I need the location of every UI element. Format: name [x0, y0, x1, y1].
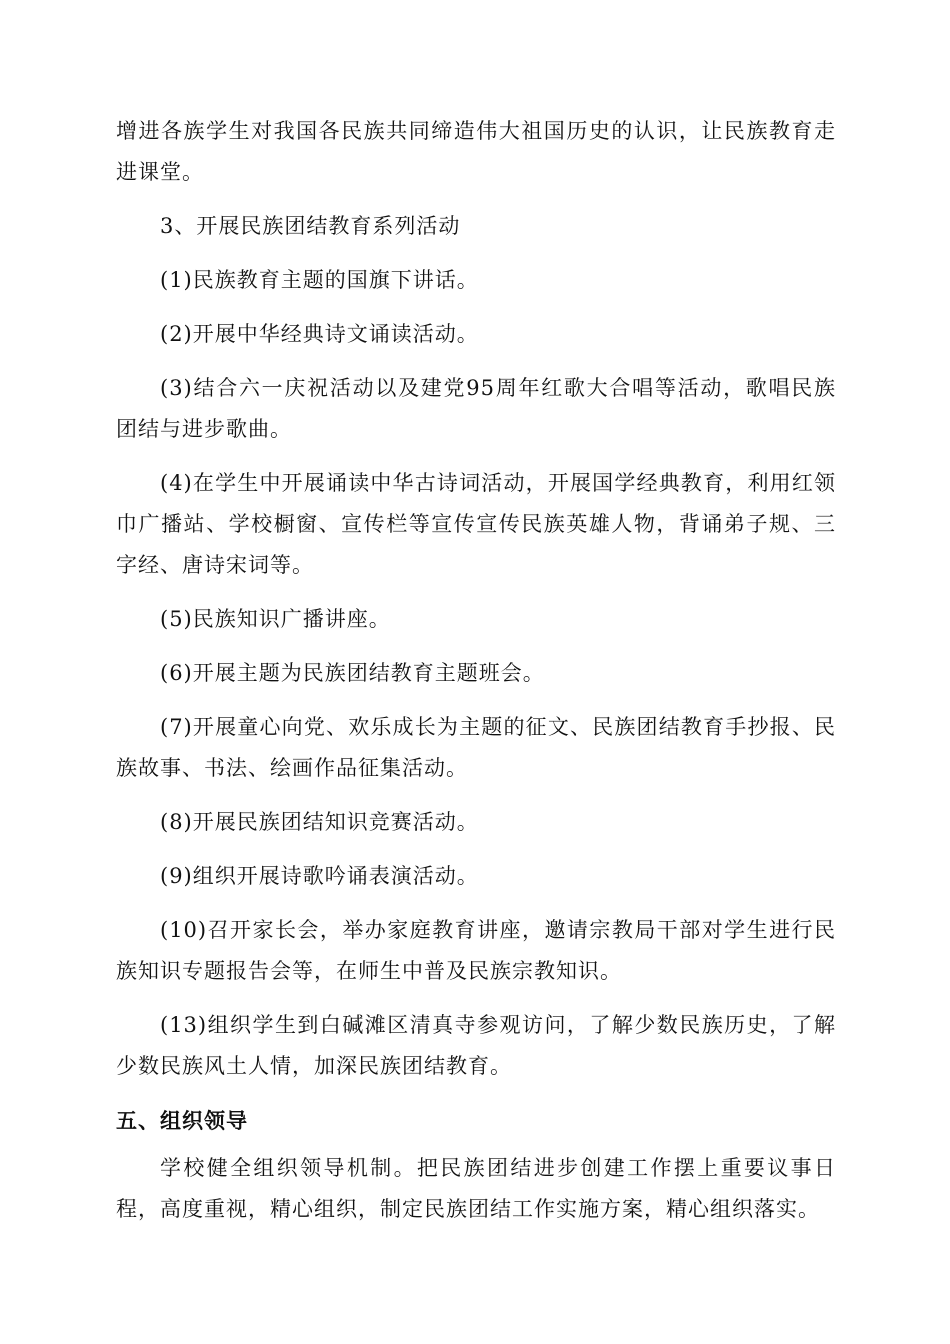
list-item-8: (8)开展民族团结知识竞赛活动。	[160, 810, 479, 834]
list-item-2: (2)开展中华经典诗文诵读活动。	[160, 322, 479, 346]
list-item-3: (3)结合六一庆祝活动以及建党95周年红歌大合唱等活动，歌唱民族团结与进步歌曲。	[116, 376, 836, 441]
section-heading: 五、组织领导	[116, 1109, 248, 1133]
list-item-13: (13)组织学生到白碱滩区清真寺参观访问，了解少数民族历史，了解少数民族风土人情，加深民族团结教育。	[116, 1013, 836, 1078]
list-item-1: (1)民族教育主题的国旗下讲话。	[160, 268, 479, 292]
list-item-4: (4)在学生中开展诵读中华古诗词活动，开展国学经典教育，利用红领巾广播站、学校橱窗、宣传栏等宣传宣传民族英雄人物，背诵弟子规、三字经、唐诗宋词等。	[116, 471, 836, 577]
paragraph-subheading-activities: 3、开展民族团结教育系列活动	[160, 214, 461, 238]
closing-paragraph: 学校健全组织领导机制。把民族团结进步创建工作摆上重要议事日程，高度重视，精心组织，制定民族团结工作实施方案，精心组织落实。	[116, 1156, 836, 1221]
list-item-7: (7)开展童心向党、欢乐成长为主题的征文、民族团结教育手抄报、民族故事、书法、绘画作品征集活动。	[116, 715, 836, 780]
list-item-6: (6)开展主题为民族团结教育主题班会。	[160, 661, 545, 685]
document-body	[116, 111, 836, 1230]
list-item-9: (9)组织开展诗歌吟诵表演活动。	[160, 864, 479, 888]
list-item-5: (5)民族知识广播讲座。	[160, 607, 391, 631]
paragraph-continuation: 增进各族学生对我国各民族共同缔造伟大祖国历史的认识，让民族教育走进课堂。	[116, 119, 836, 184]
list-item-10: (10)召开家长会，举办家庭教育讲座，邀请宗教局干部对学生进行民族知识专题报告会等，在师生中普及民族宗教知识。	[116, 918, 836, 983]
